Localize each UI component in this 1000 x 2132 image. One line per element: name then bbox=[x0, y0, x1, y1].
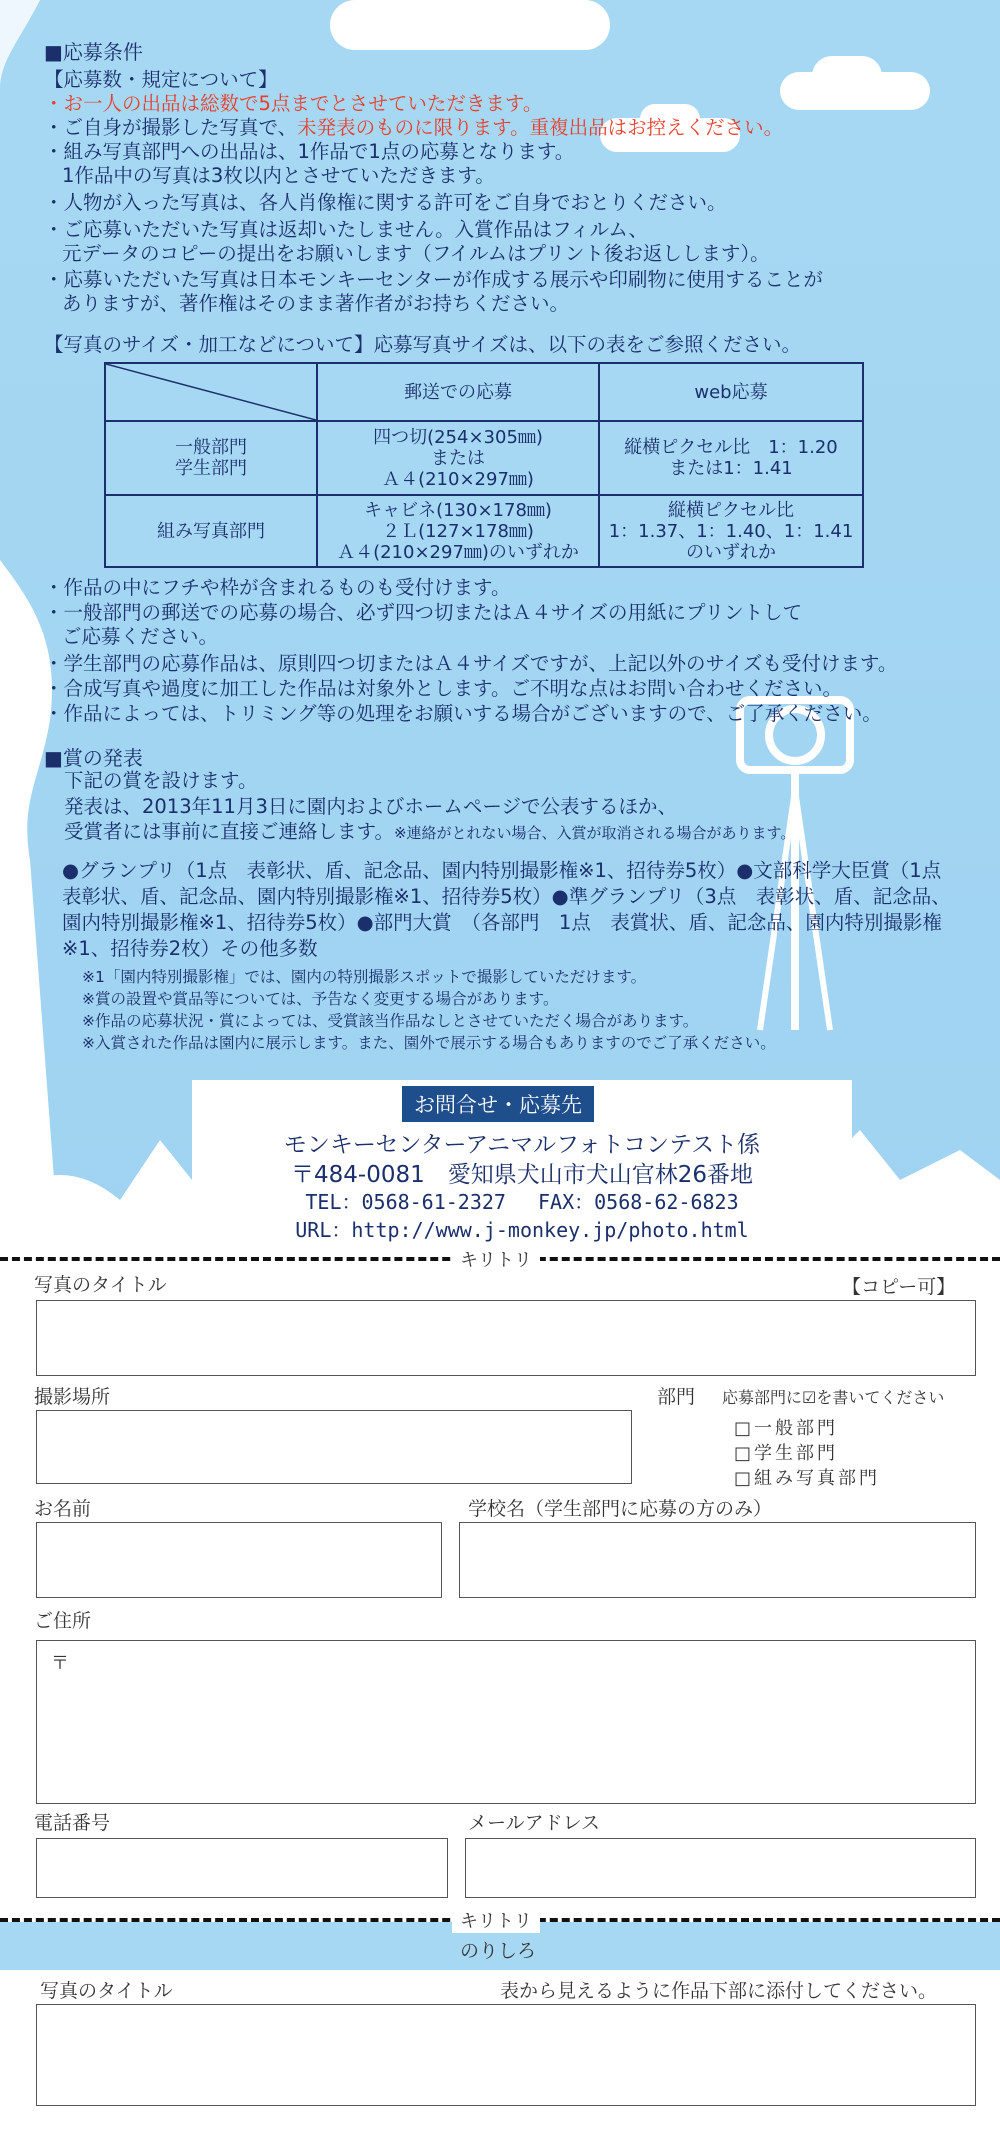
size-note: ・作品によっては、トリミング等の処理をお願いする場合がございますので、ご了承ください。 bbox=[44, 702, 882, 725]
department-hint: 応募部門に☑を書いてください bbox=[722, 1388, 945, 1407]
table-header-mail: 郵送での応募 bbox=[317, 363, 599, 421]
contact-phone: TEL：0568-61-2327 FAX：0568-62-6823 bbox=[305, 1190, 739, 1214]
cell-text: 縦横ピクセル比 bbox=[668, 499, 794, 521]
checkbox-student[interactable]: □学生部門 bbox=[734, 1443, 839, 1464]
cell-text: 1：1.37、1：1.40、1：1.41 bbox=[608, 520, 854, 542]
table-cell bbox=[599, 495, 863, 567]
awards-line bbox=[64, 820, 795, 845]
cell-text: 四つ切(254×305㎜) bbox=[373, 426, 543, 448]
rule-line: 元データのコピーの提出をお願いします（フイルムはプリント後お返しします）。 bbox=[62, 242, 770, 265]
cell-text: のいずれか bbox=[686, 541, 776, 563]
photo-title-label: 写真のタイトル bbox=[34, 1274, 167, 1296]
awards-small-note: ※連絡がとれない場合、入賞が取消される場合があります。 bbox=[393, 824, 796, 842]
cell-text: または1：1.41 bbox=[669, 458, 793, 479]
address-field[interactable] bbox=[36, 1640, 976, 1804]
cut-label: キリトリ bbox=[452, 1907, 540, 1933]
label-student: 学生部門 bbox=[175, 458, 247, 479]
contact-name: モンキーセンターアニマルフォトコンテスト係 bbox=[283, 1132, 761, 1158]
awards-text: 受賞者には事前に直接ご連絡します。 bbox=[64, 820, 394, 843]
photo-title-label-2: 写真のタイトル bbox=[40, 1980, 173, 2002]
cell-text: または bbox=[431, 447, 485, 469]
rule-text-emphasis: 未発表のものに限ります。重複出品はお控えください。 bbox=[297, 116, 784, 139]
table-corner-cell bbox=[105, 363, 317, 421]
cell-text: 縦横ピクセル比 1：1.20 bbox=[624, 437, 838, 458]
location-field[interactable] bbox=[36, 1410, 632, 1484]
rule-line: ・ご応募いただいた写真は返却いたしません。入賞作品はフィルム、 bbox=[44, 218, 648, 241]
name-label: お名前 bbox=[34, 1498, 92, 1520]
award-note: ※1「園内特別撮影権」では、園内の特別撮影スポットで撮影していただけます。 bbox=[82, 968, 647, 986]
department-label: 部門 bbox=[657, 1386, 696, 1408]
rule-text: ・ご自身が撮影した写真で、 bbox=[44, 116, 298, 139]
conditions-heading: ■応募条件 bbox=[44, 40, 143, 64]
table-cell bbox=[317, 421, 599, 495]
size-note: ・一般部門の郵送での応募の場合、必ず四つ切またはＡ４サイズの用紙にプリントして bbox=[44, 601, 803, 624]
size-note: ・学生部門の応募作品は、原則四つ切またはＡ４サイズですが、上記以外のサイズも受付けます。 bbox=[44, 652, 898, 675]
phone-label: 電話番号 bbox=[34, 1812, 111, 1834]
checkbox-kumi[interactable]: □組み写真部門 bbox=[734, 1468, 881, 1489]
contact-title: お問合せ・応募先 bbox=[402, 1086, 594, 1122]
rules-subheading: 【応募数・規定について】 bbox=[44, 68, 278, 91]
rule-line: ・組み写真部門への出品は、1作品で1点の応募となります。 bbox=[44, 140, 575, 163]
rule-line: ありますが、著作権はそのまま著作者がお持ちください。 bbox=[62, 292, 570, 315]
award-note: ※入賞された作品は園内に展示します。また、園外で展示する場合もありますのでご了承ください。 bbox=[82, 1034, 776, 1052]
contact-address: 〒484-0081 愛知県犬山市犬山官林26番地 bbox=[291, 1162, 753, 1188]
size-subheading bbox=[44, 333, 801, 357]
table-row-label bbox=[105, 421, 317, 495]
rule-line bbox=[44, 116, 783, 140]
award-note: ※作品の応募状況・賞によっては、受賞該当作品なしとさせていただく場合があります。 bbox=[82, 1012, 699, 1030]
phone-field[interactable] bbox=[36, 1838, 448, 1898]
size-subheading-title: 【写真のサイズ・加工などについて】 bbox=[44, 333, 374, 356]
size-note: ・作品の中にフチや枠が含まれるものも受付けます。 bbox=[44, 576, 511, 599]
cell-text: Ａ４(210×297㎜)のいずれか bbox=[337, 541, 579, 563]
school-label: 学校名（学生部門に応募の方のみ） bbox=[468, 1498, 773, 1520]
size-note: ・合成写真や過度に加工した作品は対象外とします。ご不明な点はお問い合わせください。 bbox=[44, 677, 842, 700]
awards-line: 下記の賞を設けます。 bbox=[64, 769, 258, 792]
photo-title-field[interactable] bbox=[36, 1300, 976, 1376]
awards-heading: ■賞の発表 bbox=[44, 746, 143, 770]
photo-title-field-2[interactable] bbox=[36, 2004, 976, 2106]
table-cell bbox=[317, 495, 599, 567]
cell-text: ２Ｌ(127×178㎜) bbox=[382, 520, 534, 542]
table-row-label: 組み写真部門 bbox=[105, 495, 317, 567]
cell-text: Ａ４(210×297㎜) bbox=[382, 468, 534, 490]
cell-text: キャビネ(130×178㎜) bbox=[364, 499, 552, 521]
label-general: 一般部門 bbox=[175, 437, 247, 458]
award-notes bbox=[82, 966, 776, 1054]
rule-line: ・応募いただいた写真は日本モンキーセンターが作成する展示や印刷物に使用することが bbox=[44, 268, 823, 291]
contact-box bbox=[192, 1080, 852, 1258]
address-label: ご住所 bbox=[34, 1610, 92, 1632]
name-field[interactable] bbox=[36, 1522, 442, 1598]
prize-list: ●グランプリ（1点 表彰状、盾、記念品、園内特別撮影権※1、招待券5枚）●文部科学大臣賞（1点 表彰状、盾、記念品、園内特別撮影権※1、招待券5枚）●準グランプリ（3点 表彰状、盾、記念品、園内特別撮影権※1、招待券5枚）●部門大賞 （各部門 1点 表賞状、盾、記念品、園内特別撮影権※1、招待券2枚）その他多数 bbox=[62, 859, 961, 960]
award-note: ※賞の設置や賞品等については、予告なく変更する場合があります。 bbox=[82, 990, 559, 1008]
location-label: 撮影場所 bbox=[34, 1386, 111, 1408]
attach-hint: 表から見えるように作品下部に添付してください。 bbox=[500, 1980, 938, 2002]
email-label: メールアドレス bbox=[468, 1812, 601, 1834]
contact-url[interactable]: URL：http://www.j-monkey.jp/photo.html bbox=[295, 1218, 749, 1242]
table-cell bbox=[599, 421, 863, 495]
school-field[interactable] bbox=[459, 1522, 976, 1598]
checkbox-general[interactable]: □一般部門 bbox=[734, 1418, 839, 1439]
size-subheading-text: 応募写真サイズは、以下の表をご参照ください。 bbox=[373, 333, 802, 356]
rule-line: ・お一人の出品は総数で5点までとさせていただきます。 bbox=[44, 92, 543, 115]
email-field[interactable] bbox=[465, 1838, 976, 1898]
size-table bbox=[104, 362, 864, 568]
copy-ok-label: 【コピー可】 bbox=[842, 1276, 956, 1298]
awards-line: 発表は、2013年11月3日に園内およびホームページで公表するほか、 bbox=[64, 795, 677, 818]
postal-mark: 〒 bbox=[51, 1653, 69, 1674]
glue-label: のりしろ bbox=[460, 1940, 537, 1962]
cut-label: キリトリ bbox=[452, 1246, 540, 1272]
size-note: ご応募ください。 bbox=[62, 625, 219, 648]
rule-line: ・人物が入った写真は、各人肖像権に関する許可をご自身でおとりください。 bbox=[44, 191, 727, 214]
rule-line: 1作品中の写真は3枚以内とさせていただきます。 bbox=[62, 164, 495, 187]
table-header-web: web応募 bbox=[599, 363, 863, 421]
